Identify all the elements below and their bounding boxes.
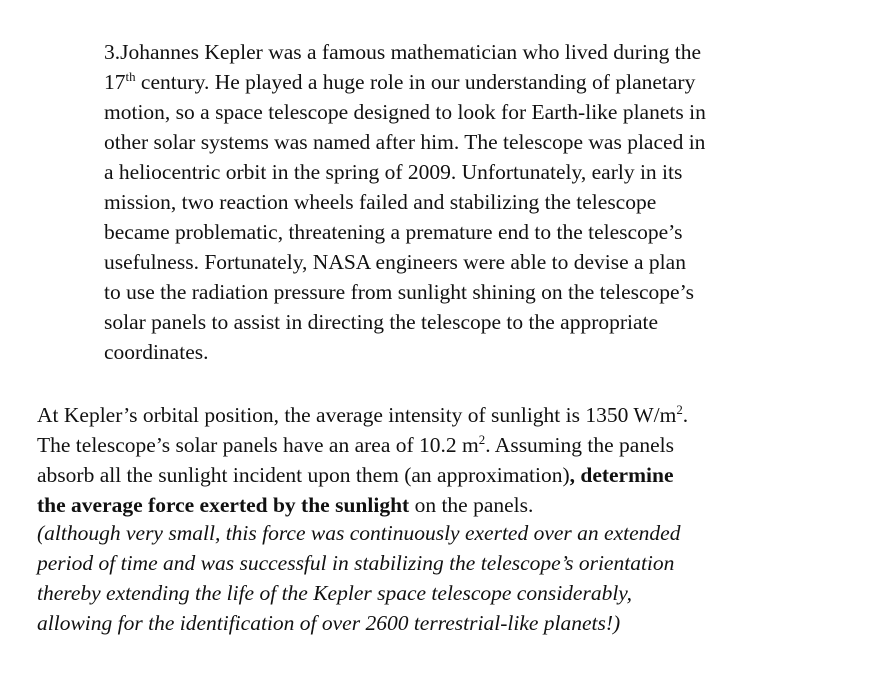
intro-line-6 xyxy=(104,187,656,217)
intro-text-6: mission, two reaction wheels failed and stabilizing the telescope xyxy=(104,190,657,214)
question-text-1: At Kepler’s orbital position, the average intensity of sunlight is 1350 W/m xyxy=(37,403,677,427)
area-exponent: 2 xyxy=(478,432,486,447)
question-line-1 xyxy=(37,400,688,430)
note-line-4 xyxy=(37,608,620,638)
note-line-3 xyxy=(37,578,632,608)
note-text-4: allowing for the identification of over 2600 terrestrial-like planets!) xyxy=(37,611,621,635)
intro-line-10 xyxy=(104,307,658,337)
intro-text-4: other solar systems was named after him. The telescope was placed in xyxy=(104,130,706,154)
intro-line-9 xyxy=(104,277,694,307)
note-text-2: period of time and was successful in stabilizing the telescope’s orientation xyxy=(37,551,675,575)
intro-text-9: to use the radiation pressure from sunlight shining on the telescope’s xyxy=(104,280,694,304)
intro-text-11: coordinates. xyxy=(104,340,209,364)
note-text-3: thereby extending the life of the Kepler space telescope considerably, xyxy=(37,581,633,605)
intro-text-5: a heliocentric orbit in the spring of 2009. Unfortunately, early in its xyxy=(104,160,683,184)
intro-text-3: motion, so a space telescope designed to look for Earth-like planets in xyxy=(104,100,706,124)
intro-line-8 xyxy=(104,247,686,277)
intro-text-2: century. He played a huge role in our understanding of planetary xyxy=(135,70,696,94)
question-text-1-end: . xyxy=(682,403,689,427)
intro-line-11 xyxy=(104,337,208,367)
question-text-2-end: . Assuming the panels xyxy=(485,433,674,457)
intro-text-7: became problematic, threatening a premature end to the telescope’s xyxy=(104,220,683,244)
intro-line-5 xyxy=(104,157,682,187)
intro-line-2 xyxy=(104,67,695,97)
intro-line-1 xyxy=(104,37,701,67)
intro-line-4 xyxy=(104,127,705,157)
note-line-2 xyxy=(37,548,674,578)
question-line-3 xyxy=(37,460,674,490)
intro-text-1: 3.Johannes Kepler was a famous mathematician who lived during the xyxy=(104,40,702,64)
question-text-3: absorb all the sunlight incident upon them (an approximation) xyxy=(37,463,570,487)
note-line-1 xyxy=(37,518,680,548)
question-text-2: The telescope’s solar panels have an area of 10.2 m xyxy=(37,433,479,457)
average-force-bold-text: the average force exerted by the sunlight xyxy=(37,493,410,517)
intro-line-3 xyxy=(104,97,706,127)
century-number: 17 xyxy=(104,70,126,94)
intro-text-8: usefulness. Fortunately, NASA engineers were able to devise a plan xyxy=(104,250,686,274)
intro-text-10: solar panels to assist in directing the telescope to the appropriate xyxy=(104,310,659,334)
question-line-4 xyxy=(37,490,533,520)
determine-bold-text: , determine xyxy=(569,463,674,487)
question-line-2 xyxy=(37,430,674,460)
question-text-4-end: on the panels. xyxy=(409,493,534,517)
note-text-1: (although very small, this force was continuously exerted over an extended xyxy=(37,521,681,545)
ordinal-superscript: th xyxy=(125,69,136,84)
unit-exponent: 2 xyxy=(676,402,683,417)
intro-line-7 xyxy=(104,217,682,247)
